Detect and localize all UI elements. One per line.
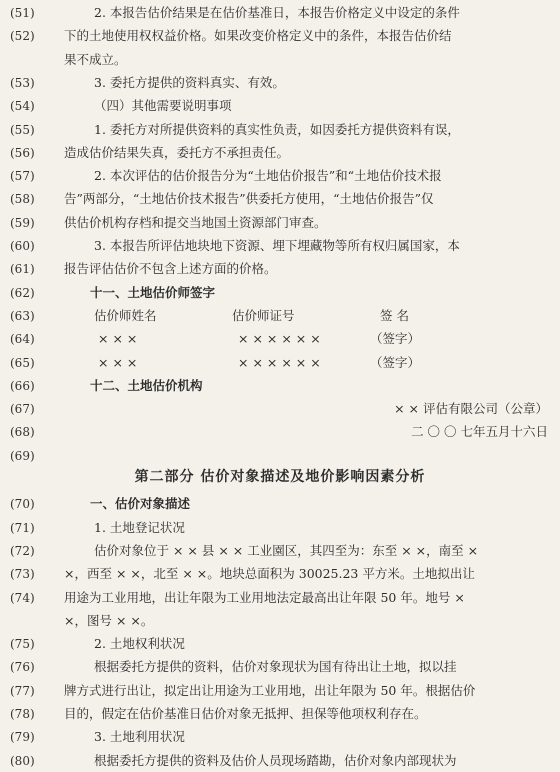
line-number: (51) bbox=[10, 6, 35, 20]
appraiser-name: × × × bbox=[98, 331, 138, 347]
line-text: ×，图号 × ×。 bbox=[64, 612, 154, 628]
signature: （签字） bbox=[370, 331, 421, 347]
line-number: (71) bbox=[10, 520, 35, 535]
signature-header-row bbox=[0, 305, 560, 327]
line-number: (74) bbox=[10, 590, 35, 605]
text-line bbox=[0, 165, 560, 187]
line-number: (61) bbox=[10, 262, 35, 277]
line-text: 十二、土地估价机构 bbox=[90, 377, 203, 393]
line-text: 十一、土地估价师签字 bbox=[90, 284, 216, 300]
line-number: (72) bbox=[10, 543, 35, 558]
text-line bbox=[0, 680, 560, 702]
company-line bbox=[0, 398, 560, 420]
appraiser-name-header: 估价师姓名 bbox=[94, 307, 157, 323]
text-line bbox=[0, 95, 560, 117]
line-number: (55) bbox=[10, 122, 35, 137]
company-seal: × × 评估有限公司（公章） bbox=[394, 401, 548, 417]
text-line bbox=[0, 726, 560, 748]
appraiser-name: × × × bbox=[98, 354, 138, 370]
line-text: 3. 土地利用状况 bbox=[94, 729, 185, 745]
cert-number: × × × × × × bbox=[238, 331, 321, 347]
line-number: (80) bbox=[10, 753, 35, 768]
text-line bbox=[0, 633, 560, 655]
line-text: 用途为工业用地，出让年限为工业用地法定最高出让年限 50 年。地号 × bbox=[64, 589, 465, 605]
text-line bbox=[0, 25, 560, 47]
line-text: 下的土地使用权权益价格。如果改变价格定义中的条件，本报告估价结 bbox=[64, 28, 452, 44]
line-text: ×，西至 × ×，北至 × ×。地块总面积为 30025.23 平方米。土地拟出让 bbox=[64, 566, 475, 582]
text-line bbox=[0, 142, 560, 164]
text-line bbox=[0, 563, 560, 585]
line-text: 目的，假定在估价基准日估价对象无抵押、担保等他项权利存在。 bbox=[64, 706, 427, 721]
part-title: 第二部分 估价对象描述及地价影响因素分析 bbox=[134, 469, 426, 485]
section-heading bbox=[0, 375, 560, 397]
text-line bbox=[0, 72, 560, 94]
line-number: (56) bbox=[10, 145, 35, 160]
line-text: 2. 本报告估价结果是在估价基准日，本报告价格定义中设定的条件 bbox=[94, 5, 460, 20]
text-line bbox=[0, 235, 560, 257]
line-number: (67) bbox=[10, 402, 35, 417]
line-text: 3. 本报告所评估地块地下资源、埋下埋藏物等所有权归属国家，本 bbox=[94, 238, 460, 253]
line-text: 1. 委托方对所提供资料的真实性负责，如因委托方提供资料有误， bbox=[94, 121, 460, 137]
cert-number-header: 估价师证号 bbox=[232, 307, 295, 323]
line-number: (58) bbox=[10, 192, 35, 207]
line-number: (69) bbox=[10, 448, 35, 463]
signature-header: 签 名 bbox=[380, 307, 409, 323]
line-number: (77) bbox=[10, 683, 35, 698]
line-number: (68) bbox=[10, 425, 35, 440]
signature-row bbox=[0, 328, 560, 350]
line-text: 2. 土地权利状况 bbox=[94, 636, 185, 652]
line-number: (57) bbox=[10, 169, 35, 184]
line-text: 告”两部分，“土地估价技术报告”供委托方使用，“土地估价报告”仅 bbox=[64, 191, 434, 207]
line-text: 2. 本次评估的估价报告分为“土地估价报告”和“土地估价技术报 bbox=[94, 168, 442, 184]
text-line bbox=[0, 517, 560, 539]
text-line bbox=[0, 212, 560, 234]
signature-row bbox=[0, 352, 560, 374]
text-line bbox=[0, 49, 560, 71]
text-line bbox=[0, 188, 560, 210]
report-date: 二 〇 〇 七年五月十六日 bbox=[411, 424, 548, 440]
line-text: 根据委托方提供的资料及估价人员现场踏勘，估价对象内部现状为 bbox=[94, 752, 457, 768]
line-text: 估价对象位于 × × 县 × × 工业園区，其四至为：东至 × ×，南至 × bbox=[94, 542, 479, 558]
line-text: 供估价机构存档和提交当地国土资源部门审查。 bbox=[64, 214, 327, 230]
line-number: (66) bbox=[10, 378, 35, 393]
line-text: 报告评估估价不包含上述方面的价格。 bbox=[64, 261, 277, 277]
line-number: (60) bbox=[10, 239, 35, 253]
line-text: 3. 委托方提供的资料真实、有效。 bbox=[94, 74, 285, 90]
line-number: (54) bbox=[10, 99, 35, 114]
text-line bbox=[0, 540, 560, 562]
line-number: (52) bbox=[10, 29, 35, 44]
text-line bbox=[0, 2, 560, 24]
line-text: 造成估价结果失真，委托方不承担责任。 bbox=[64, 144, 290, 160]
line-text: 1. 土地登记状况 bbox=[94, 519, 185, 535]
line-number: (64) bbox=[10, 332, 35, 347]
line-number: (53) bbox=[10, 75, 35, 90]
text-line bbox=[0, 610, 560, 632]
line-number: (78) bbox=[10, 707, 35, 721]
line-number: (76) bbox=[10, 660, 35, 675]
line-number: (79) bbox=[10, 730, 35, 745]
line-text: 果不成立。 bbox=[64, 51, 127, 67]
date-line bbox=[0, 421, 560, 443]
text-line bbox=[0, 703, 560, 725]
line-text: 牌方式进行出让，拟定出让用途为工业用地，出让年限为 50 年。根据估价 bbox=[64, 682, 476, 698]
line-number: (63) bbox=[10, 308, 35, 323]
line-number: (73) bbox=[10, 567, 35, 582]
text-line bbox=[0, 656, 560, 678]
text-line bbox=[0, 282, 560, 304]
signature: （签字） bbox=[370, 354, 421, 370]
line-number: (75) bbox=[10, 637, 35, 652]
text-line bbox=[0, 119, 560, 141]
line-text: 根据委托方提供的资料，估价对象现状为国有待出让土地，拟以挂 bbox=[94, 659, 457, 675]
cert-number: × × × × × × bbox=[238, 354, 321, 370]
text-line bbox=[0, 258, 560, 280]
line-text: 一、估价对象描述 bbox=[90, 496, 191, 512]
line-text: （四）其他需要说明事项 bbox=[94, 98, 232, 114]
line-number: (70) bbox=[10, 497, 35, 512]
line-number: (65) bbox=[10, 355, 35, 370]
line-number: (59) bbox=[10, 215, 35, 230]
text-line bbox=[0, 493, 560, 515]
text-line bbox=[0, 587, 560, 609]
line-number: (62) bbox=[10, 285, 35, 300]
